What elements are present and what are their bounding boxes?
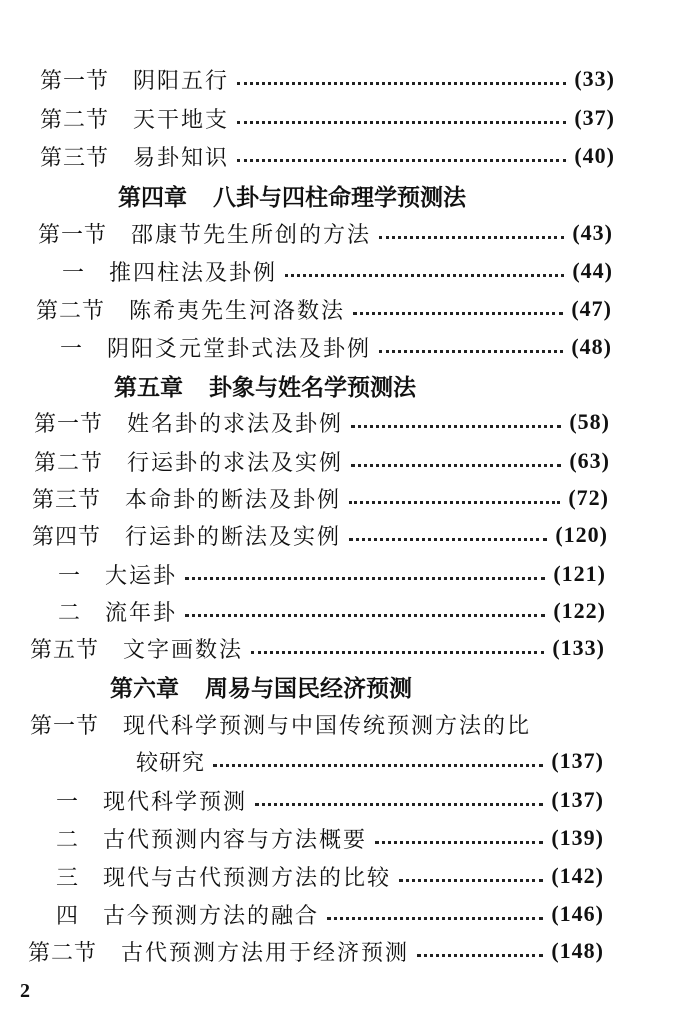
dot-leader xyxy=(351,425,561,428)
dot-leader xyxy=(237,121,566,124)
entry-title: 阴阳爻元堂卦式法及卦例 xyxy=(107,336,372,362)
entry-label: 第一节 xyxy=(38,222,108,248)
chapter-label: 第六章 xyxy=(110,675,179,702)
entry-page: (133) xyxy=(552,635,605,660)
entry-label: 第二节 xyxy=(28,940,98,966)
entry-label: 第二节 xyxy=(36,298,106,324)
entry-label: 第五节 xyxy=(30,637,100,663)
entry-page: (58) xyxy=(569,409,610,434)
entry-page: (44) xyxy=(572,258,613,283)
toc-entry[interactable] xyxy=(32,481,609,515)
dot-leader xyxy=(353,312,563,315)
entry-label: 一 xyxy=(60,336,84,362)
toc-entry[interactable] xyxy=(28,934,604,968)
dot-leader xyxy=(349,501,560,504)
entry-page: (43) xyxy=(572,220,613,245)
entry-title: 行运卦的求法及实例 xyxy=(127,450,344,476)
entry-page: (63) xyxy=(569,448,610,473)
toc-entry[interactable] xyxy=(56,859,604,893)
entry-label: 一 xyxy=(62,260,86,286)
entry-page: (48) xyxy=(571,334,612,359)
dot-leader xyxy=(237,82,566,85)
toc-entry[interactable] xyxy=(32,518,608,552)
entry-title: 阴阳五行 xyxy=(133,68,230,94)
entry-label: 第三节 xyxy=(40,145,110,171)
dot-leader xyxy=(327,917,543,920)
toc-entry[interactable] xyxy=(30,631,605,665)
dot-leader xyxy=(255,803,543,806)
toc-entry[interactable] xyxy=(58,594,606,628)
chapter-title: 卦象与姓名学预测法 xyxy=(209,374,416,401)
entry-page: (139) xyxy=(551,825,604,850)
chapter-label: 第四章 xyxy=(118,184,187,211)
toc-entry[interactable] xyxy=(56,783,604,817)
entry-page: (37) xyxy=(574,105,615,130)
toc-entry[interactable] xyxy=(60,330,612,364)
entry-label: 第二节 xyxy=(34,450,104,476)
entry-page: (121) xyxy=(553,561,606,586)
entry-page: (72) xyxy=(568,485,609,510)
toc-entry[interactable] xyxy=(58,557,606,591)
chapter-heading[interactable] xyxy=(110,669,412,703)
dot-leader xyxy=(213,764,543,767)
entry-page: (33) xyxy=(574,66,615,91)
entry-page: (137) xyxy=(551,748,604,773)
toc-entry[interactable] xyxy=(40,62,615,96)
entry-title: 陈希夷先生河洛数法 xyxy=(129,298,346,324)
toc-entry[interactable] xyxy=(34,444,610,478)
entry-page: (146) xyxy=(551,901,604,926)
entry-title: 现代科学预测与中国传统预测方法的比 xyxy=(123,713,532,739)
chapter-title: 八卦与四柱命理学预测法 xyxy=(213,184,466,211)
dot-leader xyxy=(185,614,545,617)
entry-title: 现代科学预测 xyxy=(103,789,248,815)
entry-page: (120) xyxy=(555,522,608,547)
dot-leader xyxy=(399,879,543,882)
entry-label: 一 xyxy=(56,789,80,815)
entry-label: 第三节 xyxy=(32,487,102,513)
entry-title: 易卦知识 xyxy=(133,145,230,171)
entry-title: 古代预测方法用于经济预测 xyxy=(121,940,410,966)
page-number: 2 xyxy=(20,980,30,1002)
toc-entry[interactable] xyxy=(36,292,612,326)
toc-entry[interactable] xyxy=(56,821,604,855)
toc-entry[interactable] xyxy=(40,101,615,135)
chapter-title: 周易与国民经济预测 xyxy=(205,675,412,702)
entry-title: 本命卦的断法及卦例 xyxy=(125,487,342,513)
chapter-heading[interactable] xyxy=(114,368,416,402)
entry-label: 第一节 xyxy=(34,411,104,437)
entry-label: 四 xyxy=(56,903,80,929)
toc-entry[interactable] xyxy=(38,216,613,250)
entry-title: 文字画数法 xyxy=(123,637,244,663)
toc-entry[interactable] xyxy=(30,707,531,741)
dot-leader xyxy=(349,538,547,541)
toc-entry-continuation[interactable] xyxy=(136,744,604,778)
dot-leader xyxy=(237,159,566,162)
dot-leader xyxy=(185,577,545,580)
entry-page: (137) xyxy=(551,787,604,812)
entry-title: 天干地支 xyxy=(133,107,230,133)
entry-title: 流年卦 xyxy=(105,600,178,626)
entry-label: 第四节 xyxy=(32,524,102,550)
entry-title: 姓名卦的求法及卦例 xyxy=(127,411,344,437)
dot-leader xyxy=(417,954,543,957)
entry-title: 古今预测方法的融合 xyxy=(103,903,320,929)
chapter-label: 第五章 xyxy=(114,374,183,401)
entry-page: (122) xyxy=(553,598,606,623)
entry-page: (142) xyxy=(551,863,604,888)
dot-leader xyxy=(375,841,543,844)
dot-leader xyxy=(285,274,564,277)
entry-label: 一 xyxy=(58,563,82,589)
entry-title: 现代与古代预测方法的比较 xyxy=(103,865,392,891)
toc-entry[interactable] xyxy=(62,254,613,288)
toc-entry[interactable] xyxy=(56,897,604,931)
chapter-heading[interactable] xyxy=(118,178,466,212)
entry-label: 第一节 xyxy=(40,68,110,94)
entry-page: (40) xyxy=(574,143,615,168)
dot-leader xyxy=(379,236,564,239)
entry-label: 三 xyxy=(56,865,80,891)
entry-label: 二 xyxy=(58,600,82,626)
entry-label: 第二节 xyxy=(40,107,110,133)
entry-title: 行运卦的断法及实例 xyxy=(125,524,342,550)
entry-page: (47) xyxy=(571,296,612,321)
toc-entry[interactable] xyxy=(34,405,610,439)
dot-leader xyxy=(351,464,561,467)
entry-title: 较研究 xyxy=(136,750,206,776)
entry-title: 邵康节先生所创的方法 xyxy=(131,222,372,248)
entry-label: 第一节 xyxy=(30,713,100,739)
entry-title: 大运卦 xyxy=(105,563,178,589)
entry-title: 推四柱法及卦例 xyxy=(109,260,278,286)
entry-page: (148) xyxy=(551,938,604,963)
dot-leader xyxy=(251,651,544,654)
dot-leader xyxy=(379,350,563,353)
entry-title: 古代预测内容与方法概要 xyxy=(103,827,368,853)
entry-label: 二 xyxy=(56,827,80,853)
toc-entry[interactable] xyxy=(40,139,615,173)
